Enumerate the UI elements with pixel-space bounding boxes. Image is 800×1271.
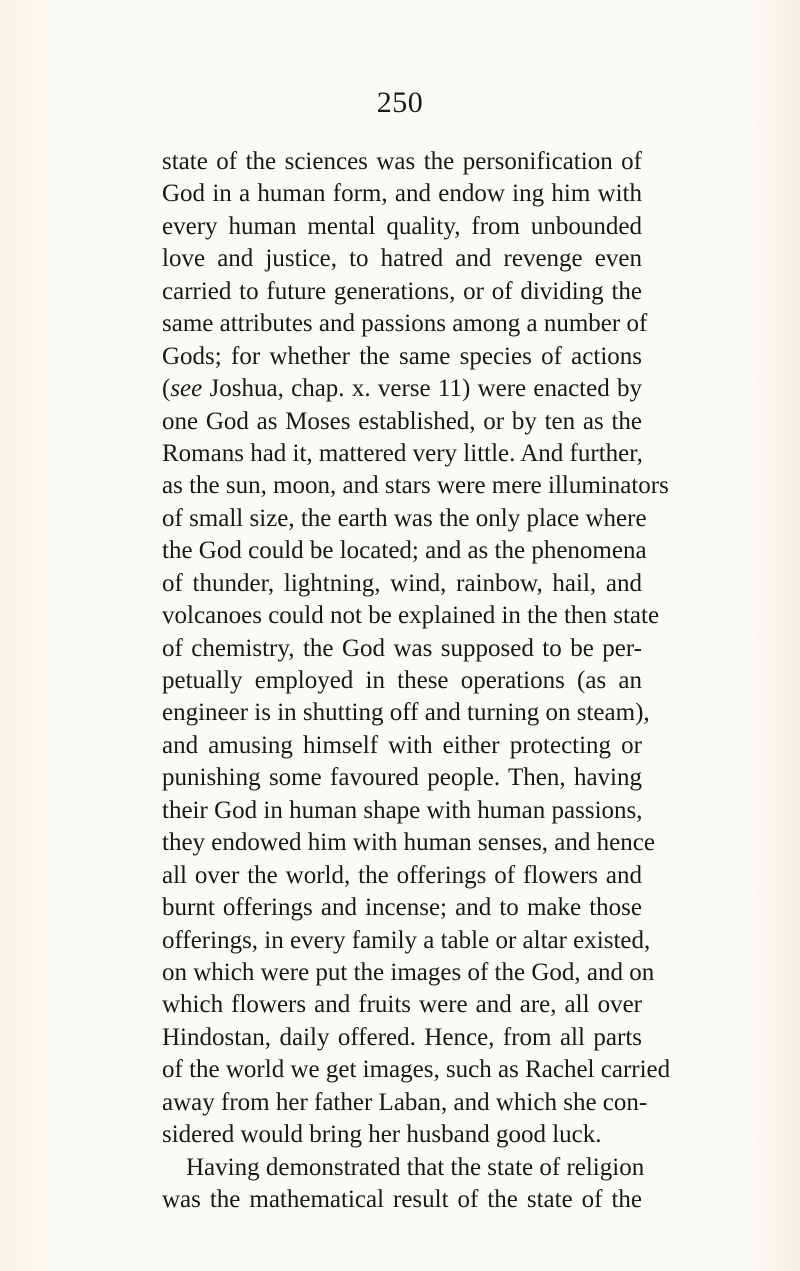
text-line-27: which flowers and fruits were and are, all over — [162, 991, 642, 1019]
text-line-22: they endowed him with human senses, and hence — [162, 829, 655, 857]
text-line-6: same attributes and passions among a number of — [162, 310, 648, 338]
text-line-4: love and justice, to hatred and revenge even — [162, 245, 642, 273]
text-line-1: state of the sciences was the personification of — [162, 148, 642, 175]
text-line-25: offerings, in every family a table or altar existed, — [162, 926, 651, 954]
text-line-31: sidered would bring her husband good luck. — [162, 1121, 602, 1149]
text-line-20: punishing some favoured people. Then, having — [162, 764, 642, 792]
text-line-12: of small size, the earth was the only place where — [162, 504, 647, 532]
page-number: 250 — [376, 86, 424, 119]
text-line-29: of the world we get images, such as Rachel carried — [162, 1056, 671, 1084]
text-line-18: engineer is in shutting off and turning on steam), — [162, 699, 650, 727]
text-line-5: carried to future generations, or of dividing the — [162, 277, 642, 305]
text-line-17: petually employed in these operations (as an — [162, 667, 642, 694]
text-line-13: the God could be located; and as the phenomena — [162, 537, 647, 565]
text-line-19: and amusing himself with either protecting or — [162, 731, 642, 759]
text-line-3: every human mental quality, from unbounded — [162, 212, 642, 240]
text-line-14: of thunder, lightning, wind, rainbow, hail, and — [162, 569, 642, 597]
text-line-32: Having demonstrated that the state of religion — [186, 1153, 645, 1181]
text-line-28: Hindostan, daily offered. Hence, from all parts — [162, 1023, 642, 1051]
text-line-16: of chemistry, the God was supposed to be per- — [162, 634, 642, 662]
text-line-24: burnt offerings and incense; and to make those — [162, 894, 642, 922]
text-line-30: away from her father Laban, and which she con- — [162, 1088, 648, 1116]
text-line-23: all over the world, the offerings of flowers and — [162, 861, 642, 889]
text-line-15: volcanoes could not be explained in the then state — [162, 602, 660, 630]
body-text — [162, 146, 671, 1216]
text-line-2: God in a human form, and endow ing him with — [162, 180, 642, 208]
text-line-21: their God in human shape with human passions, — [162, 796, 643, 824]
text-line-11: as the sun, moon, and stars were mere illuminators — [162, 472, 669, 500]
text-line-10: Romans had it, mattered very little. And further, — [162, 439, 643, 467]
text-line-26: on which were put the images of the God, and on — [162, 958, 655, 986]
text-line-8: (see Joshua, chap. x. verse 11) were enacted by — [162, 375, 642, 403]
text-line-7: Gods; for whether the same species of actions — [162, 342, 642, 370]
text-line-33: was the mathematical result of the state of the — [162, 1186, 642, 1213]
text-line-9: one God as Moses established, or by ten as the — [162, 407, 642, 435]
